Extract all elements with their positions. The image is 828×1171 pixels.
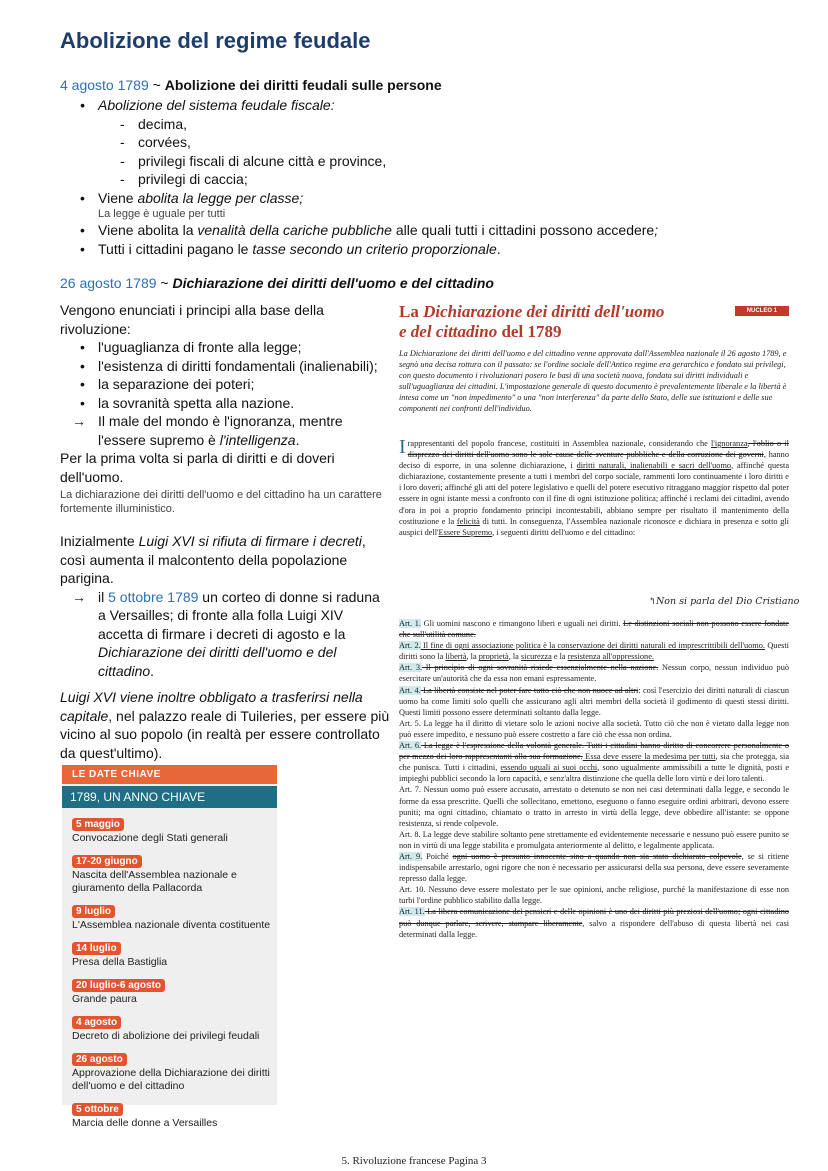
key-dates-header: LE DATE CHIAVE	[62, 765, 277, 784]
textbook-title	[399, 302, 664, 342]
declaration-preamble	[399, 438, 789, 538]
article	[399, 851, 789, 884]
text-run: Art. 4.	[399, 685, 421, 695]
date-desc: Presa della Bastiglia	[72, 956, 168, 968]
article	[399, 640, 789, 662]
text-run: un corteo di donne si raduna a Versailles; di fronte alla folla Luigi XIV accetta di firmare i decreti di agosto e la	[98, 588, 380, 642]
article	[399, 906, 789, 939]
text-run: Luigi XVI si rifiuta di firmare i decreti	[138, 533, 362, 549]
text-run: resistenza all'oppressione.	[567, 652, 654, 662]
section1-title: Abolizione dei diritti feudali sulle persone	[164, 77, 442, 93]
louis-refusal-text	[60, 532, 390, 588]
text-run: Art. 3.	[399, 663, 423, 673]
text-run: Le distinzioni sociali non possono essere fondate che sull'utilità comune.	[399, 619, 789, 640]
text-run: proprietà	[478, 652, 509, 662]
bullet-venality	[80, 221, 720, 240]
text-run: Art. 6.	[399, 741, 422, 751]
text-run: ogni uomo è presunto innocente sino a quando non sia stato dichiarato colpevole	[452, 851, 742, 861]
arrow-note-ignorance	[60, 412, 390, 449]
text-run: l'ignoranza	[711, 439, 748, 448]
text-run: , hanno deciso di esporre, in una solenne dichiarazione, i	[399, 450, 789, 471]
textbook-intro: La Dichiarazione dei diritti dell'uomo e del cittadino venne approvata dall'Assemblea nazionale il 26 agosto 1789, e segnò una decisa rottura con il passato: se l'ordine sociale dell'Antico regime era gerarchico e fondato sui privilegi, con questo documento i rivoluzionari posero le basi di una società nuova, fondata sui diritti individuali e sull'uguaglianza dei cittadini. L'impostazione generale di questo documento è prevalentemente liberale e la libertà è intesa come un "non impedimento" o una "non interferenza" da parte dello Stato, delle sue istituzioni e delle sue componenti nei confronti dell'individuo.	[399, 349, 787, 413]
text-run: Viene	[98, 189, 138, 206]
text-run: .	[295, 431, 300, 448]
date-desc: Marcia delle donne a Versailles	[72, 1117, 218, 1129]
date-pill: 26 agosto	[72, 1053, 127, 1066]
dash-item: - privilegi fiscali di alcune città e province,	[120, 152, 720, 171]
text-run: venalità della cariche pubbliche	[197, 222, 392, 238]
text-run: sicurezza	[520, 652, 552, 662]
text-run: , nel palazzo reale di Tuileries, per essere più vicino al suo popolo (in realtà per essere controllato da quest'ultimo).	[60, 707, 390, 761]
date-item	[72, 851, 277, 895]
date-desc: Grande paura	[72, 993, 137, 1005]
page-footer: 5. Rivoluzione francese Pagina 3	[341, 1155, 487, 1167]
date-pill: 9 luglio	[72, 905, 115, 918]
text-run: , così aumenta il malcontento della popolazione parigina.	[60, 533, 366, 586]
date-pill: 5 ottobre	[72, 1103, 123, 1116]
text-run: 5 ottobre 1789	[108, 588, 199, 605]
key-dates-box	[62, 765, 277, 1129]
arrow-icon: →	[72, 588, 86, 605]
text-run: , se si ritiene indispensabile arrestarlo, ogni rigore che non è necessario per assicurarsi della sua persona, deve essere severamente represso dalla legge.	[399, 851, 789, 884]
text-run: Art. 9.	[399, 851, 423, 861]
article: Art. 8. La legge deve stabilire soltanto pene strettamente ed evidentemente necessarie e nessuno può essere punito se non in virtù di una legge stabilita e promulgata anteriormente al delitto, e legalmente applicata.	[399, 829, 789, 850]
arrow-icon: ↰	[648, 596, 656, 607]
text-run: del 1789	[497, 322, 562, 341]
dash-item: - privilegi di caccia;	[120, 170, 720, 189]
date-desc: Approvazione della Dichiarazione dei diritti dell'uomo e del cittadino	[72, 1067, 270, 1092]
text-run: e la	[551, 652, 568, 662]
text-run: La libertà consiste nel poter fare tutto ciò che non nuoce ad altri	[420, 685, 639, 695]
text-run: , affinché questa dichiarazione, costantemente presente a tutti i membri del corpo sociale, rammenti loro continuamente i loro diritti e i loro doveri; affinché gli atti del potere legislativo e quelli del potere esecutivo ritraggano maggior rispetto dal poter essere in ogni istante messi a confronto con il fine di ogni istituzione politica; affinché i reclami dei cittadini, avendo d'ora in poi a proprio fondamento principi incontestabili, abbiano sempre per risultato il mantenimento della costituzione e la	[399, 461, 790, 526]
text-run: alle quali tutti i cittadini possono accedere	[391, 222, 655, 238]
section1-date: 4 agosto 1789	[60, 77, 149, 93]
date-desc: Nascita dell'Assemblea nazionale e giuramento della Pallacorda	[72, 869, 237, 894]
text-run: La	[399, 302, 424, 321]
date-pill: 5 maggio	[72, 818, 124, 831]
text-run: Art. 1.	[399, 619, 421, 628]
dash-item: - corvées,	[120, 133, 720, 152]
textbook-excerpt	[397, 300, 793, 1108]
rights-duties-text: Per la prima volta si parla di diritti e di doveri dell'uomo.	[60, 450, 335, 485]
text-run: .	[496, 240, 501, 257]
tuileries-text	[60, 688, 390, 762]
section1-list	[80, 96, 720, 258]
nucleo-badge: NUCLEO 1	[735, 306, 789, 316]
text-run: Essa deve essere la medesima per tutti	[582, 752, 716, 762]
text-run: Il principio di ogni sovranità risiede essenzialmente nella nazione.	[422, 663, 659, 673]
text-run: Gli uomini nascono e rimangono liberi e uguali nei diritti.	[420, 619, 624, 628]
date-item	[72, 1099, 277, 1130]
principle-item: • la sovranità spetta alla nazione.	[80, 394, 390, 413]
principle-item: • la separazione dei poteri;	[80, 375, 390, 394]
class-law-note: La legge è uguale per tutti	[98, 208, 226, 220]
text-run: Essere Supremo	[438, 527, 493, 537]
principles-intro: Vengono enunciati i principi alla base della rivoluzione:	[60, 302, 324, 337]
text-run: Tutti i cittadini pagano le	[98, 240, 253, 257]
date-desc: Decreto di abolizione dei privilegi feudali	[72, 1030, 260, 1042]
handwritten-note	[648, 596, 799, 607]
bullet-class-law	[80, 189, 720, 208]
bullet-feudal-system: • Abolizione del sistema feudale fiscale:	[80, 96, 720, 115]
text-run: libertà	[445, 652, 467, 662]
text-run: , salvo a rispondere dell'abuso di questa libertà nei casi determinati dalla legge.	[399, 918, 789, 939]
bullet-taxes	[80, 240, 720, 259]
text-run: Questi diritti sono la	[399, 641, 789, 662]
date-desc: Convocazione degli Stati generali	[72, 832, 228, 844]
text-run: La legge è l'espressione della volontà generale. Tutti i cittadini hanno diritto di concorrere personalmente o per mezzo dei loro rappresentanti alla sua formazione.	[399, 741, 789, 762]
text-run: Non si parla del Dio Cristiano	[655, 596, 800, 607]
arrow-icon: →	[72, 413, 86, 429]
text-run: felicità	[456, 516, 480, 526]
date-desc: L'Assemblea nazionale diventa costituente	[72, 919, 271, 931]
text-run: Poiché	[422, 851, 453, 861]
key-dates-subheader: 1789, UN ANNO CHIAVE	[62, 786, 277, 808]
text-run: Nessun corpo, nessun individuo può esercitare un'autorità che da essa non emani espressamente.	[399, 663, 790, 684]
article	[399, 740, 789, 784]
date-item	[72, 938, 277, 969]
text-run: .	[150, 662, 155, 679]
section1-sep: ~	[152, 77, 161, 93]
article: Art. 7. Nessun uomo può essere accusato, arrestato o detenuto se non nei casi determinati dalla legge, e secondo le forme da essa prescritte. Quelli che sollecitano, emettono, eseguono o fanno eseguire ordini arbitrari, devono essere puniti; ma ogni cittadino, chiamato o tratto in arresto in virtù della legge, deve obbedire all'istante: se oppone resistenza, si rende colpevole.	[399, 785, 789, 828]
dropcap: I	[399, 436, 406, 458]
section2-sep: ~	[160, 275, 169, 291]
principle-item: • l'esistenza di diritti fondamentali (inalienabili);	[80, 357, 390, 376]
text-run: , l'oblio o il disprezzo dei diritti dell'uomo sono le sole cause delle sventure pubbliche e della corruzione dei governi	[407, 439, 789, 460]
text-run: Dichiarazione dei diritti dell'uomo	[423, 302, 665, 321]
text-run: , la	[466, 652, 479, 662]
section1-heading	[60, 77, 442, 93]
text-run: Inizialmente	[60, 533, 139, 549]
text-run: , i seguenti diritti dell'uomo e del cittadino:	[492, 527, 636, 537]
article	[399, 685, 789, 718]
text-run: Il male del mondo è l'ignoranza, mentre l'essere supremo è	[98, 413, 343, 448]
text-run: abolita la legge per classe;	[137, 189, 304, 206]
dash-list	[80, 115, 720, 189]
text-run: : così l'esercizio dei diritti naturali di ciascun uomo ha come limiti solo quelli che assicurano agli altri membri della società il godimento di questi stessi diritti. Questi limiti possono essere determinati soltanto dalla legge.	[399, 685, 789, 717]
text-run: Luigi XVI viene inoltre obbligato a trasferirsi nella capitale	[60, 689, 363, 724]
date-item	[72, 901, 277, 932]
date-pill: 17-20 giugno	[72, 855, 142, 868]
date-item	[72, 1049, 277, 1093]
date-item	[72, 975, 277, 1006]
section2-body	[60, 301, 390, 762]
date-pill: 14 luglio	[72, 942, 121, 955]
article: Art. 5. La legge ha il diritto di vietare solo le azioni nocive alla società. Tutto ciò che non è vietato dalla legge non può essere impedito, e nessuno può essere costretto a fare ciò che essa non ordina.	[399, 718, 789, 739]
text-run: , sia che protegga, sia che punisca. Tutti i cittadini,	[399, 752, 790, 773]
text-run: e del cittadino	[399, 322, 498, 341]
text-run: Viene abolita la	[98, 222, 198, 238]
text-run: ;	[654, 222, 659, 238]
section2-title: Dichiarazione dei diritti dell'uomo e del cittadino	[172, 275, 494, 291]
article	[399, 618, 789, 640]
arrow-note-versailles	[60, 588, 390, 681]
text-run: , sono ugualmente ammissibili a tutte le dignità, posti e impieghi pubblici secondo la loro capacità, e senz'altra distinzione che quella delle loro virtù e dei loro talenti.	[399, 763, 790, 784]
declaration-articles	[399, 618, 789, 940]
principle-item: • l'uguaglianza di fronte alla legge;	[80, 338, 390, 357]
text-run: essendo uguali ai suoi occhi	[500, 763, 598, 773]
text-run: tasse secondo un criterio proporzionale	[252, 240, 497, 257]
section2-date: 26 agosto 1789	[60, 275, 157, 291]
page-title: Abolizione del regime feudale	[60, 28, 371, 53]
date-pill: 20 luglio-6 agosto	[72, 979, 165, 992]
text-run: , la	[508, 652, 521, 662]
text-run: di tutti. In conseguenza, l'Assemblea nazionale riconosce e dichiara in presenza e sotto gli auspici dell'	[399, 516, 789, 537]
text-run: Il fine di ogni associazione politica è la conservazione dei diritti naturali ed imprescrittibili dell'uomo.	[420, 641, 765, 651]
dash-item: - decima,	[120, 115, 720, 134]
text-run: Art. 2.	[399, 641, 421, 651]
date-item	[72, 1012, 277, 1043]
enlightenment-note: La dichiarazione dei diritti dell'uomo e del cittadino ha un carattere fortemente illuministico.	[60, 489, 382, 515]
date-item	[72, 814, 277, 845]
text-run: Art. 11.	[399, 907, 425, 917]
text-run: il	[98, 588, 109, 605]
article: Art. 10. Nessuno deve essere molestato per le sue opinioni, anche religiose, purché la manifestazione di esse non turbi l'ordine pubblico stabilito dalla legge.	[399, 885, 789, 906]
text-run: diritti naturali, inalienabili e sacri dell'uomo	[576, 461, 732, 471]
text-run: rappresentanti del popolo francese, costituiti in Assemblea nazionale, considerando che	[407, 439, 712, 448]
text-run: Dichiarazione dei diritti dell'uomo e del cittadino	[98, 644, 337, 679]
article	[399, 662, 789, 684]
section2-heading	[60, 275, 494, 291]
text-run: l'intelligenza	[219, 431, 296, 448]
text-run: La libera comunicazione dei pensieri e delle opinioni è uno dei diritti più preziosi dell'uomo; ogni cittadino può dunque parlare, scrivere, stampare liberamente	[399, 907, 789, 928]
date-pill: 4 agosto	[72, 1016, 121, 1029]
